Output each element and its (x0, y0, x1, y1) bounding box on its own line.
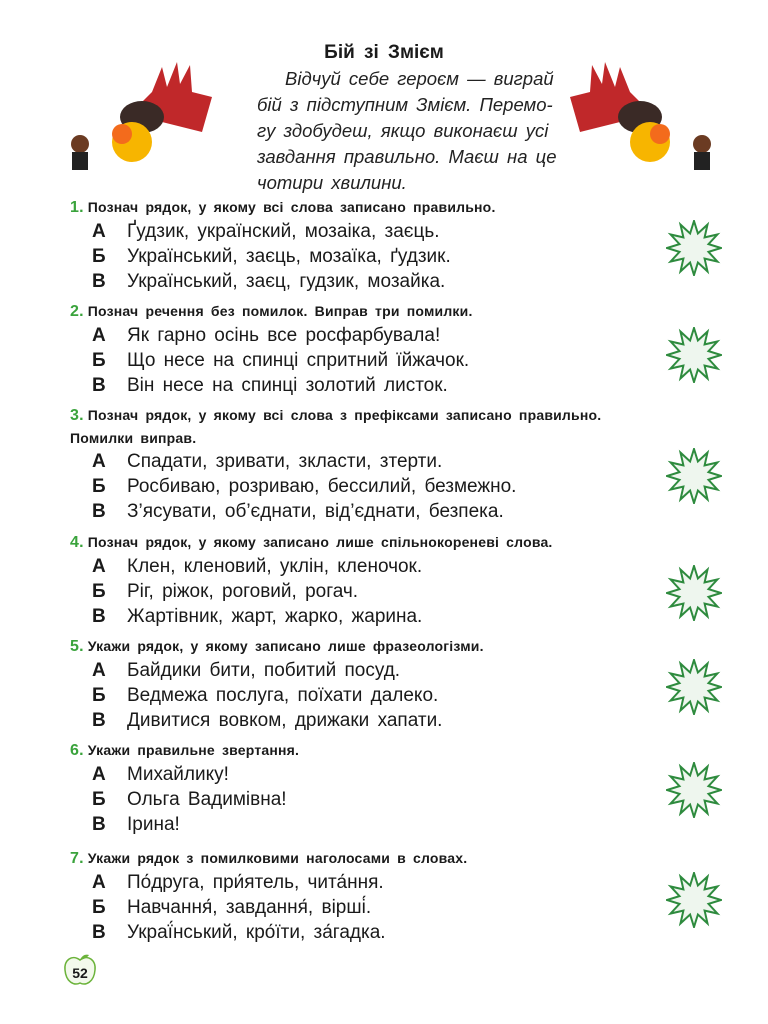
answer-star-icon[interactable] (666, 762, 722, 818)
option-text: Жартівник, жарт, жарко, жарина. (127, 606, 423, 627)
answer-option[interactable] (70, 579, 670, 604)
answer-option[interactable] (70, 474, 670, 499)
intro-line: Відчуй себе героєм — виграй (285, 68, 554, 89)
option-letter: В (92, 606, 106, 627)
page-title: Бій зі Змієм (324, 42, 444, 63)
option-text: Дивитися вовком, дрижаки хапати. (127, 710, 443, 731)
question-text (70, 404, 670, 449)
dragon-illustration-right (570, 62, 720, 172)
option-text: Ірина! (127, 814, 180, 835)
intro-line: завдання правильно. Маєш на це (257, 146, 557, 167)
dragon-illustration-left (62, 62, 212, 172)
answer-option[interactable] (70, 812, 670, 837)
answer-option[interactable] (70, 895, 670, 920)
option-letter: Б (92, 685, 106, 706)
option-text: Що несе на спинці спритний їйжачок. (127, 350, 470, 371)
question-prompt: Познач рядок, у якому всі слова з префіксами записано правильно. Помилки виправ. (70, 407, 602, 446)
answer-option[interactable] (70, 323, 670, 348)
question-prompt: Познач рядок, у якому всі слова записано правильно. (87, 199, 496, 215)
option-letter: В (92, 501, 106, 522)
page-number: 52 (72, 965, 88, 981)
option-letter: В (92, 375, 106, 396)
answer-star-icon[interactable] (666, 327, 722, 383)
question-number: 3. (70, 407, 84, 424)
question-4 (70, 531, 670, 629)
question-number: 2. (70, 303, 84, 320)
answer-option[interactable] (70, 499, 670, 524)
option-letter: А (92, 660, 106, 681)
answer-option[interactable] (70, 269, 670, 294)
answer-option[interactable] (70, 373, 670, 398)
option-text: По́друга, при́ятель, чита́ння. (127, 872, 384, 893)
option-text: Він несе на спинці золотий листок. (127, 375, 448, 396)
intro-text (257, 66, 567, 196)
answer-star-icon[interactable] (666, 872, 722, 928)
answer-option[interactable] (70, 787, 670, 812)
option-text: Михайлику! (127, 764, 229, 785)
option-text: Байдики бити, побитий посуд. (127, 660, 401, 681)
answer-option[interactable] (70, 554, 670, 579)
question-number: 6. (70, 742, 84, 759)
answer-option[interactable] (70, 244, 670, 269)
question-text (70, 635, 670, 658)
question-3 (70, 404, 670, 524)
option-letter: В (92, 922, 106, 943)
answer-option[interactable] (70, 604, 670, 629)
question-number: 5. (70, 638, 84, 655)
option-text: Ґудзик, українский, мозаіка, заєць. (127, 221, 440, 242)
option-letter: В (92, 271, 106, 292)
option-text: Навчання́, завдання́, вірші́. (127, 897, 372, 918)
option-text: Клен, кленовий, уклін, кленочок. (127, 556, 423, 577)
question-prompt: Познач рядок, у якому записано лише спільнокореневі слова. (87, 534, 553, 550)
answer-option[interactable] (70, 449, 670, 474)
intro-line: гу здобудеш, якщо виконаєш усі (257, 120, 549, 141)
option-letter: А (92, 872, 106, 893)
answer-star-icon[interactable] (666, 565, 722, 621)
question-6 (70, 739, 670, 837)
option-letter: А (92, 325, 106, 346)
option-letter: Б (92, 581, 106, 602)
question-7 (70, 847, 670, 945)
option-letter: Б (92, 476, 106, 497)
question-text (70, 739, 670, 762)
answer-star-icon[interactable] (666, 220, 722, 276)
question-prompt: Укажи рядок з помилковими наголосами в словах. (87, 850, 468, 866)
option-letter: А (92, 764, 106, 785)
answer-option[interactable] (70, 920, 670, 945)
question-number: 4. (70, 534, 84, 551)
option-text: Ольга Вадимівна! (127, 789, 287, 810)
question-2 (70, 300, 670, 398)
question-prompt: Познач речення без помилок. Виправ три помилки. (87, 303, 473, 319)
answer-option[interactable] (70, 683, 670, 708)
answer-option[interactable] (70, 762, 670, 787)
option-letter: В (92, 814, 106, 835)
question-number: 1. (70, 199, 84, 216)
answer-option[interactable] (70, 219, 670, 244)
option-letter: В (92, 710, 106, 731)
option-text: Спадати, зривати, зкласти, зтерти. (127, 451, 443, 472)
question-text (70, 196, 670, 219)
option-text: Ведмежа послуга, поїхати далеко. (127, 685, 439, 706)
option-letter: Б (92, 897, 106, 918)
question-1 (70, 196, 670, 294)
option-text: З’ясувати, об’єднати, від’єднати, безпека. (127, 501, 504, 522)
answer-star-icon[interactable] (666, 448, 722, 504)
question-text (70, 531, 670, 554)
question-5 (70, 635, 670, 733)
option-text: Росбиваю, розриваю, бессилий, безмежно. (127, 476, 517, 497)
question-prompt: Укажи рядок, у якому записано лише фразеологізми. (87, 638, 484, 654)
option-letter: А (92, 556, 106, 577)
question-number: 7. (70, 850, 84, 867)
answer-option[interactable] (70, 658, 670, 683)
question-prompt: Укажи правильне звертання. (87, 742, 300, 758)
option-text: Ріг, ріжок, роговий, рогач. (127, 581, 359, 602)
option-letter: А (92, 221, 106, 242)
option-letter: Б (92, 789, 106, 810)
option-text: Український, заєць, мозаїка, ґудзик. (127, 246, 451, 267)
answer-option[interactable] (70, 708, 670, 733)
question-text (70, 300, 670, 323)
intro-line: бій з підступним Змієм. Перемо- (257, 94, 553, 115)
question-text (70, 847, 670, 870)
answer-option[interactable] (70, 870, 670, 895)
option-text: Украї́нський, кро́їти, за́гадка. (127, 922, 386, 943)
option-text: Як гарно осінь все росфарбувала! (127, 325, 441, 346)
option-letter: Б (92, 246, 106, 267)
answer-option[interactable] (70, 348, 670, 373)
intro-line: чотири хвилини. (257, 172, 407, 193)
option-letter: А (92, 451, 106, 472)
answer-star-icon[interactable] (666, 659, 722, 715)
option-letter: Б (92, 350, 106, 371)
option-text: Український, заєц, гудзик, мозайка. (127, 271, 446, 292)
